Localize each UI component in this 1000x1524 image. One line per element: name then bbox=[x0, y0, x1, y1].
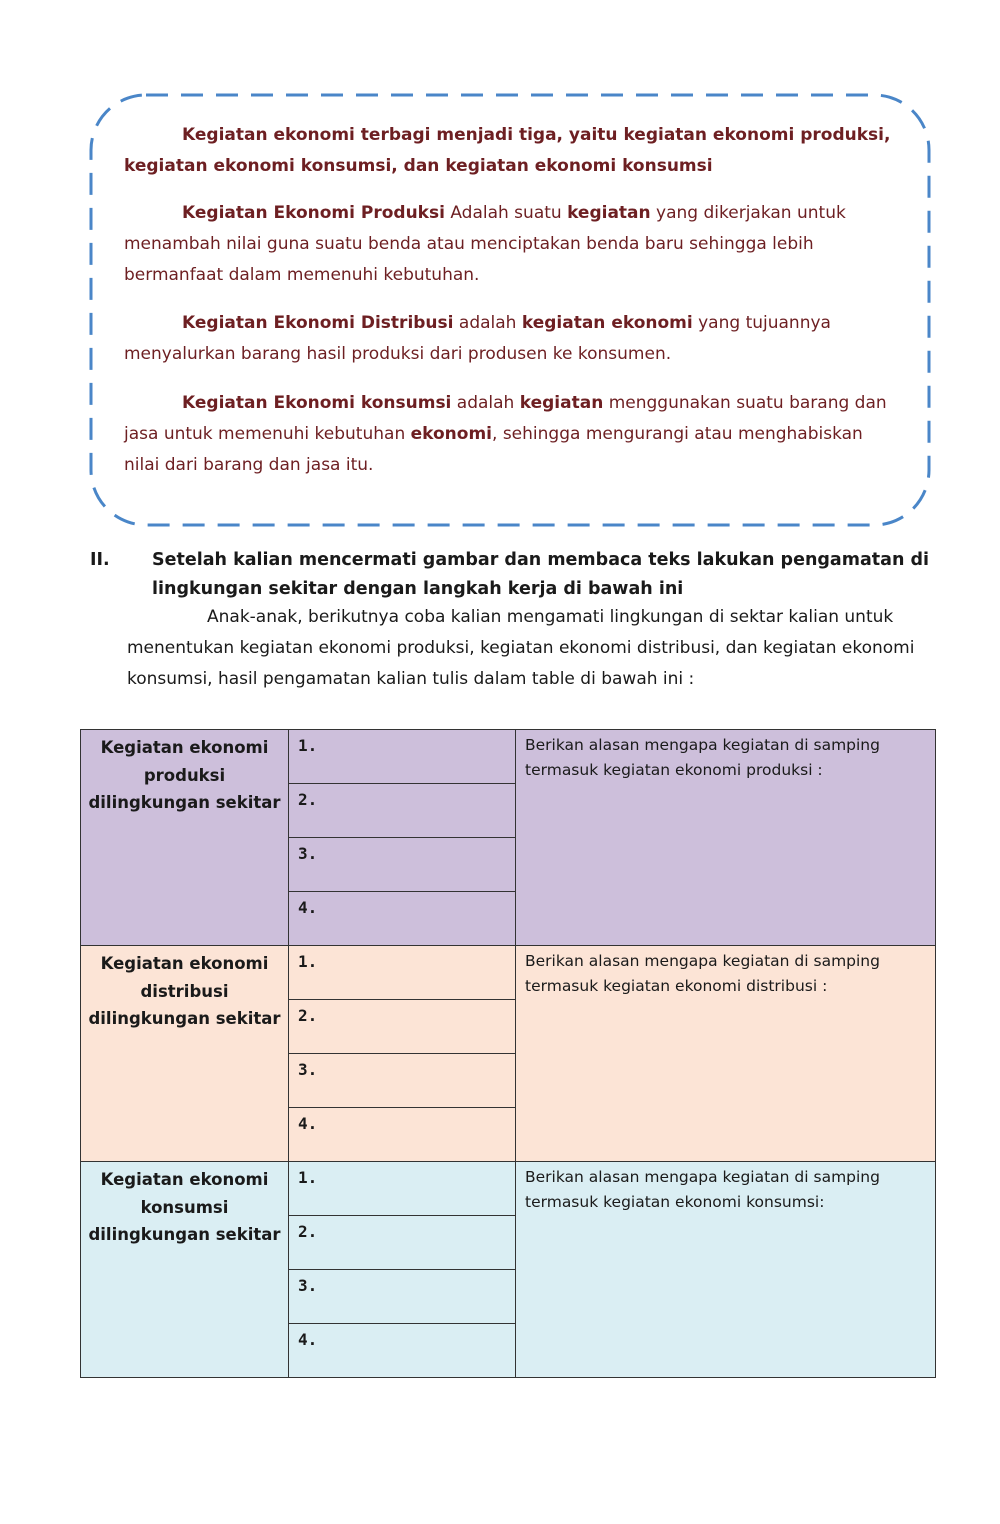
distribusi-text-2: yang tujuannya menyalurkan barang hasil produksi dari produsen ke konsumen. bbox=[124, 313, 831, 364]
answer-cell-produksi-1[interactable]: 1. bbox=[289, 730, 516, 784]
distribusi-text-1: adalah bbox=[453, 313, 522, 333]
reason-cell-konsumsi[interactable]: Berikan alasan mengapa kegiatan di samping termasuk kegiatan ekonomi konsumsi: bbox=[516, 1162, 936, 1378]
reason-cell-distribusi[interactable]: Berikan alasan mengapa kegiatan di samping termasuk kegiatan ekonomi distribusi : bbox=[516, 946, 936, 1162]
konsumsi-text-1: adalah bbox=[451, 393, 520, 413]
section-number: II. bbox=[90, 550, 110, 570]
konsumsi-bold-2: ekonomi bbox=[410, 424, 493, 444]
category-konsumsi: Kegiatan ekonomi konsumsi dilingkungan sekitar bbox=[81, 1162, 289, 1378]
konsumsi-definition bbox=[124, 388, 894, 481]
distribusi-definition bbox=[124, 308, 894, 370]
answer-cell-konsumsi-3[interactable]: 3. bbox=[289, 1270, 516, 1324]
answer-cell-distribusi-1[interactable]: 1. bbox=[289, 946, 516, 1000]
section-title: Setelah kalian mencermati gambar dan membaca teks lakukan pengamatan di lingkungan sekitar dengan langkah kerja di bawah ini bbox=[152, 550, 930, 599]
konsumsi-text-3: , sehingga mengurangi atau menghabiskan nilai dari barang dan jasa itu. bbox=[124, 424, 863, 475]
answer-cell-distribusi-4[interactable]: 4. bbox=[289, 1108, 516, 1162]
answer-cell-konsumsi-1[interactable]: 1. bbox=[289, 1162, 516, 1216]
konsumsi-bold-1: kegiatan bbox=[519, 393, 604, 413]
table-row bbox=[81, 946, 936, 1000]
answer-cell-konsumsi-2[interactable]: 2. bbox=[289, 1216, 516, 1270]
section-heading bbox=[90, 546, 930, 604]
produksi-text-1: Adalah suatu bbox=[444, 203, 568, 223]
info-box bbox=[88, 92, 932, 528]
distribusi-bold-1: kegiatan ekonomi bbox=[521, 313, 693, 333]
category-produksi: Kegiatan ekonomi produksi dilingkungan sekitar bbox=[81, 730, 289, 946]
produksi-term: Kegiatan Ekonomi Produksi bbox=[182, 203, 445, 223]
answer-cell-produksi-2[interactable]: 2. bbox=[289, 784, 516, 838]
produksi-text-2: yang dikerjakan untuk menambah nilai guna suatu benda atau menciptakan benda baru sehingga lebih bermanfaat dalam memenuhi kebutuhan. bbox=[124, 203, 846, 285]
reason-cell-produksi[interactable]: Berikan alasan mengapa kegiatan di samping termasuk kegiatan ekonomi produksi : bbox=[516, 730, 936, 946]
activity-table bbox=[80, 729, 936, 1378]
table-row bbox=[81, 730, 936, 784]
intro-text: Kegiatan ekonomi terbagi menjadi tiga, yaitu kegiatan ekonomi produksi, kegiatan ekonomi konsumsi, dan kegiatan ekonomi konsumsi bbox=[124, 125, 891, 176]
produksi-bold-1: kegiatan bbox=[567, 203, 651, 223]
konsumsi-text-2: menggunakan suatu barang dan jasa untuk memenuhi kebutuhan bbox=[124, 393, 887, 444]
answer-cell-produksi-4[interactable]: 4. bbox=[289, 892, 516, 946]
answer-cell-produksi-3[interactable]: 3. bbox=[289, 838, 516, 892]
konsumsi-term: Kegiatan Ekonomi konsumsi bbox=[182, 393, 452, 413]
answer-cell-distribusi-2[interactable]: 2. bbox=[289, 1000, 516, 1054]
answer-cell-konsumsi-4[interactable]: 4. bbox=[289, 1324, 516, 1378]
table-row bbox=[81, 1162, 936, 1216]
answer-cell-distribusi-3[interactable]: 3. bbox=[289, 1054, 516, 1108]
produksi-definition bbox=[124, 198, 894, 291]
intro-paragraph bbox=[124, 120, 894, 182]
instruction-text: Anak-anak, berikutnya coba kalian mengamati lingkungan di sektar kalian untuk menentukan kegiatan ekonomi produksi, kegiatan ekonomi distribusi, dan kegiatan ekonomi konsumsi, hasil pengamatan kalian tulis dalam table di bawah ini : bbox=[127, 607, 915, 689]
category-distribusi: Kegiatan ekonomi distribusi dilingkungan sekitar bbox=[81, 946, 289, 1162]
distribusi-term: Kegiatan Ekonomi Distribusi bbox=[182, 313, 454, 333]
